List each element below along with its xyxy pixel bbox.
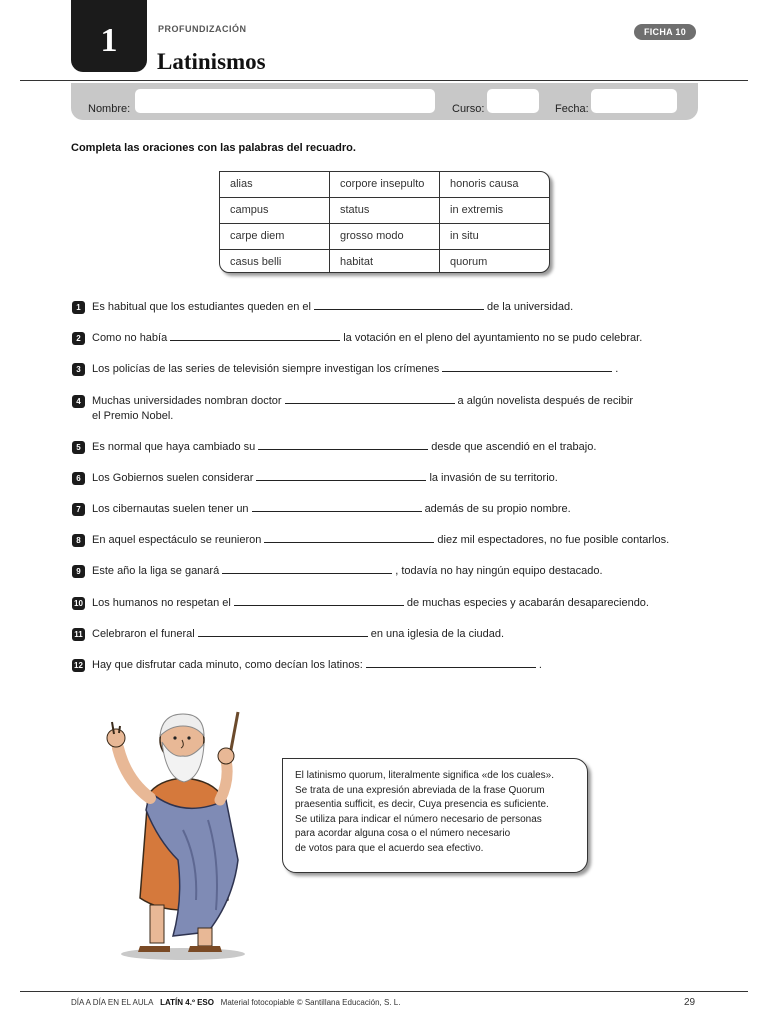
exercise-item: [72, 471, 558, 486]
exercise-item: [72, 502, 571, 517]
name-label: Nombre:: [88, 103, 131, 115]
exercise-text-before: Los cibernautas suelen tener un: [92, 503, 249, 515]
exercise-number: 12: [72, 659, 85, 672]
answer-blank[interactable]: [442, 362, 612, 372]
student-info-bar: [71, 83, 698, 120]
word-cell: corpore insepulto: [330, 172, 440, 198]
exercise-text-after: la invasión de su territorio.: [429, 472, 558, 484]
footer-copyright: Material fotocopiable © Santillana Educación, S. L.: [220, 998, 401, 1007]
footer-series: DÍA A DÍA EN EL AULA: [71, 998, 154, 1007]
exercise-text-before: Los policías de las series de televisión siempre investigan los crímenes: [92, 363, 440, 375]
exercise-number: 4: [72, 395, 85, 408]
instructions: Completa las oraciones con las palabras del recuadro.: [71, 142, 356, 154]
exercise-item: [72, 627, 504, 642]
exercise-continuation: el Premio Nobel.: [92, 410, 174, 422]
exercise-text-before: Los humanos no respetan el: [92, 597, 231, 609]
exercise-number: 3: [72, 363, 85, 376]
exercise-item: [72, 362, 618, 377]
exercise-text-before: Es normal que haya cambiado su: [92, 441, 256, 453]
word-cell: honoris causa: [440, 172, 549, 198]
section-label: PROFUNDIZACIÓN: [158, 24, 247, 34]
note-line: de votos para que el acuerdo sea efectivo.: [295, 842, 484, 854]
exercise-number: 6: [72, 472, 85, 485]
answer-blank[interactable]: [222, 564, 392, 574]
exercise-number: 2: [72, 332, 85, 345]
exercise-item: [72, 564, 603, 579]
quorum-note-text: [295, 769, 580, 857]
exercise-number: 5: [72, 441, 85, 454]
note-line: Se utiliza para indicar el número necesario de personas: [295, 813, 542, 825]
exercise-text-after: .: [615, 363, 619, 375]
exercise-text-before: Como no había: [92, 332, 168, 344]
footer-divider: [20, 991, 748, 992]
answer-blank[interactable]: [258, 440, 428, 450]
note-line: para acordar alguna cosa o el número necesario: [295, 828, 511, 840]
quorum-note-box: [282, 758, 588, 873]
exercise-text-after: en una iglesia de la ciudad.: [370, 628, 505, 640]
exercise-text-after: la votación en el pleno del ayuntamiento no se pudo celebrar.: [343, 332, 643, 344]
exercise-number: 8: [72, 534, 85, 547]
course-label: Curso:: [452, 103, 485, 115]
answer-blank[interactable]: [198, 627, 368, 637]
answer-blank[interactable]: [314, 300, 484, 310]
exercise-number: 9: [72, 565, 85, 578]
date-field[interactable]: [591, 89, 677, 113]
exercise-item: [72, 331, 642, 346]
note-line: Se trata de una expresión abreviada de la frase Quorum: [295, 784, 545, 796]
word-cell: alias: [220, 172, 330, 198]
exercise-text-before: Este año la liga se ganará: [92, 565, 220, 577]
exercise-item: [72, 440, 596, 455]
exercise-number: 11: [72, 628, 85, 641]
footer-subject: LATÍN 4.º ESO: [160, 998, 214, 1007]
exercise-text-after: , todavía no hay ningún equipo destacado.: [395, 565, 603, 577]
page-title: Latinismos: [157, 49, 266, 74]
page-number: 29: [684, 997, 696, 1008]
exercise-text-after: además de su propio nombre.: [424, 503, 571, 515]
word-cell: quorum: [450, 256, 488, 268]
exercise-text-after: de muchas especies y acabarán desapareciendo.: [406, 597, 649, 609]
word-cell: grosso modo: [330, 224, 440, 250]
exercise-item: [72, 533, 669, 548]
name-field[interactable]: [135, 89, 435, 113]
ficha-badge: FICHA 10: [634, 24, 696, 40]
word-cell: status: [330, 198, 440, 224]
answer-blank[interactable]: [256, 471, 426, 481]
word-box-table: [219, 171, 550, 273]
exercise-text-after: de la universidad.: [486, 301, 574, 313]
answer-blank[interactable]: [252, 502, 422, 512]
exercise-text-after: desde que ascendió en el trabajo.: [431, 441, 597, 453]
course-field[interactable]: [487, 89, 539, 113]
exercise-text-after: diez mil espectadores, no fue posible contarlos.: [437, 534, 670, 546]
word-cell: in situ: [440, 224, 549, 250]
exercise-text-before: En aquel espectáculo se reunieron: [92, 534, 262, 546]
exercise-item: [72, 394, 633, 424]
note-line: praesentia sufficit, es decir, Cuya presencia es suficiente.: [295, 799, 549, 811]
answer-blank[interactable]: [170, 331, 340, 341]
footer-credits: [71, 998, 400, 1007]
exercise-text-before: Celebraron el funeral: [92, 628, 195, 640]
unit-number-badge: 1: [71, 0, 147, 72]
exercise-text-before: Muchas universidades nombran doctor: [92, 395, 282, 407]
word-cell: casus belli: [220, 250, 330, 273]
roman-orator-illustration: [88, 700, 278, 965]
note-line: El latinismo quorum, literalmente significa «de los cuales».: [295, 770, 555, 781]
header-divider: [20, 80, 748, 81]
exercise-number: 10: [72, 597, 85, 610]
exercise-item: [72, 300, 573, 315]
exercise-number: 7: [72, 503, 85, 516]
exercise-number: 1: [72, 301, 85, 314]
answer-blank[interactable]: [234, 596, 404, 606]
exercise-text-before: Los Gobiernos suelen considerar: [92, 472, 254, 484]
date-label: Fecha:: [555, 103, 589, 115]
exercise-item: [72, 596, 649, 611]
word-cell: habitat: [330, 250, 440, 273]
exercise-item: [72, 658, 542, 673]
answer-blank[interactable]: [264, 533, 434, 543]
word-cell: in extremis: [440, 198, 549, 224]
exercise-text-before: Es habitual que los estudiantes queden en el: [92, 301, 311, 313]
answer-blank[interactable]: [366, 658, 536, 668]
word-cell: campus: [220, 198, 330, 224]
word-cell: carpe diem: [220, 224, 330, 250]
exercise-text-after: a algún novelista después de recibir: [457, 395, 634, 407]
exercise-text-before: Hay que disfrutar cada minuto, como decían los latinos:: [92, 659, 363, 671]
answer-blank[interactable]: [285, 394, 455, 404]
exercise-text-after: .: [538, 659, 542, 671]
